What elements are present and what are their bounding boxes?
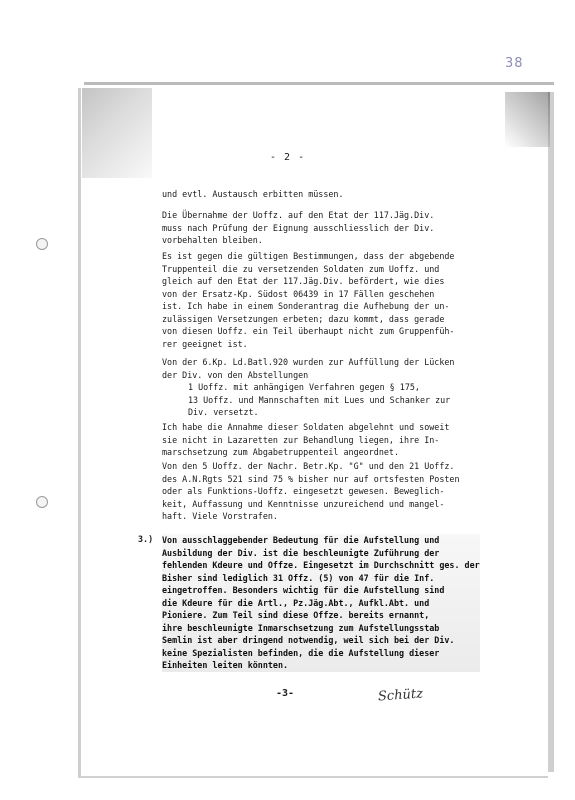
section-3 [162,534,480,672]
text-line: Pioniere. Zum Teil sind diese Offze. bereits ernannt, [162,610,430,620]
paragraph-1 [162,188,344,201]
paragraph-4 [162,356,454,381]
paragraph-7 [162,460,460,523]
text-line: die Kdeure für die Artl., Pz.Jäg.Abt., Aufkl.Abt. und [162,597,430,608]
text-line: der Div. von den Abstellungen [162,369,309,380]
text-line: eingetroffen. Besonders wichtig für die Aufstellung sind [162,585,445,595]
text-line: zulässigen Versetzungen erbeten; dazu kommt, dass gerade [162,313,445,324]
text-line: Die Übernahme der Uoffz. auf den Etat der 117.Jäg.Div. [162,210,435,220]
punch-hole [36,496,48,508]
text-line: rer geeignet ist. [162,338,248,349]
scan-shadow-top-left [82,88,152,178]
paragraph-2 [162,209,434,247]
text-line: vorbehalten bleiben. [162,235,263,245]
text-line: oder als Funktions-Uoffz. eingesetzt gewesen. Beweglich- [162,486,445,496]
text-line: ist. Ich habe in einem Sonderantrag die Aufhebung der un- [162,301,450,311]
text-line: Von ausschlaggebender Bedeutung für die Aufstellung und [162,535,440,545]
scan-shadow-top-right [505,92,550,147]
scan-bottom-border [78,776,548,778]
text-line: sie nicht in Lazaretten zur Behandlung liegen, ihre In- [162,434,440,445]
text-line: fehlenden Kdeure und Offze. Eingesetzt im Durchschnitt ges. der [162,560,480,570]
punch-hole [36,238,48,250]
list-item: 1 Uoffz. mit anhängigen Verfahren gegen § 175, [188,382,420,392]
text-line: Es ist gegen die gültigen Bestimmungen, dass der abgebende [162,251,455,261]
text-line: Truppenteil die zu versetzenden Soldaten zum Uoffz. und [162,263,440,274]
text-line: marschsetzung zum Abgabetruppenteil angeordnet. [162,447,399,457]
text-line: gleich auf den Etat der 117.Jäg.Div. befördert, wie dies [162,276,445,286]
list-item: Div. versetzt. [188,407,259,417]
scan-right-border [548,92,554,772]
text-line: ihre beschleunigte Inmarschsetzung zum Aufstellungsstab [162,622,440,633]
scan-left-border [78,88,81,778]
text-line: des A.N.Rgts 521 sind 75 % bisher nur auf ortsfesten Posten [162,473,460,484]
archive-page-number: 38 [505,56,524,71]
paragraph-3 [162,250,454,350]
text-line: von diesen Uoffz. ein Teil überhaupt nicht zum Gruppenfüh- [162,326,455,336]
page-number: - 2 - [270,152,306,163]
handwritten-signature: Schütz [377,686,424,705]
text-line: keit, Auffassung und Kenntnisse unzureichend und mangel- [162,498,445,509]
text-line: Einheiten leiten könnten. [162,660,289,670]
list-item: 13 Uoffz. und Mannschaften mit Lues und Schanker zur [188,394,451,405]
text-line: haft. Viele Vorstrafen. [162,511,278,521]
text-line: Ausbildung der Div. ist die beschleunigte Zuführung der [162,547,440,558]
text-line: von der Ersatz-Kp. Südost 06439 in 17 Fällen geschehen [162,288,435,299]
paragraph-6 [162,421,449,459]
paragraph-5-list [162,381,450,419]
text-line: Von der 6.Kp. Ld.Batl.920 wurden zur Auffüllung der Lücken [162,357,455,367]
text-line: keine Spezialisten befinden, die die Aufstellung dieser [162,647,440,658]
text-line: Ich habe die Annahme dieser Soldaten abgelehnt und soweit [162,422,450,432]
text-line: und evtl. Austausch erbitten müssen. [162,189,344,199]
text-line: muss nach Prüfung der Eignung ausschliesslich der Div. [162,222,435,233]
section-number: 3.) [138,534,154,544]
text-line: Von den 5 Uoffz. der Nachr. Betr.Kp. "G" und den 21 Uoffz. [162,461,455,471]
scan-top-border [84,82,554,85]
text-line: Bisher sind lediglich 31 Offz. (5) von 47 für die Inf. [162,572,435,583]
next-page-number: -3- [276,688,295,699]
text-line: Semlin ist aber dringend notwendig, weil sich bei der Div. [162,635,455,645]
